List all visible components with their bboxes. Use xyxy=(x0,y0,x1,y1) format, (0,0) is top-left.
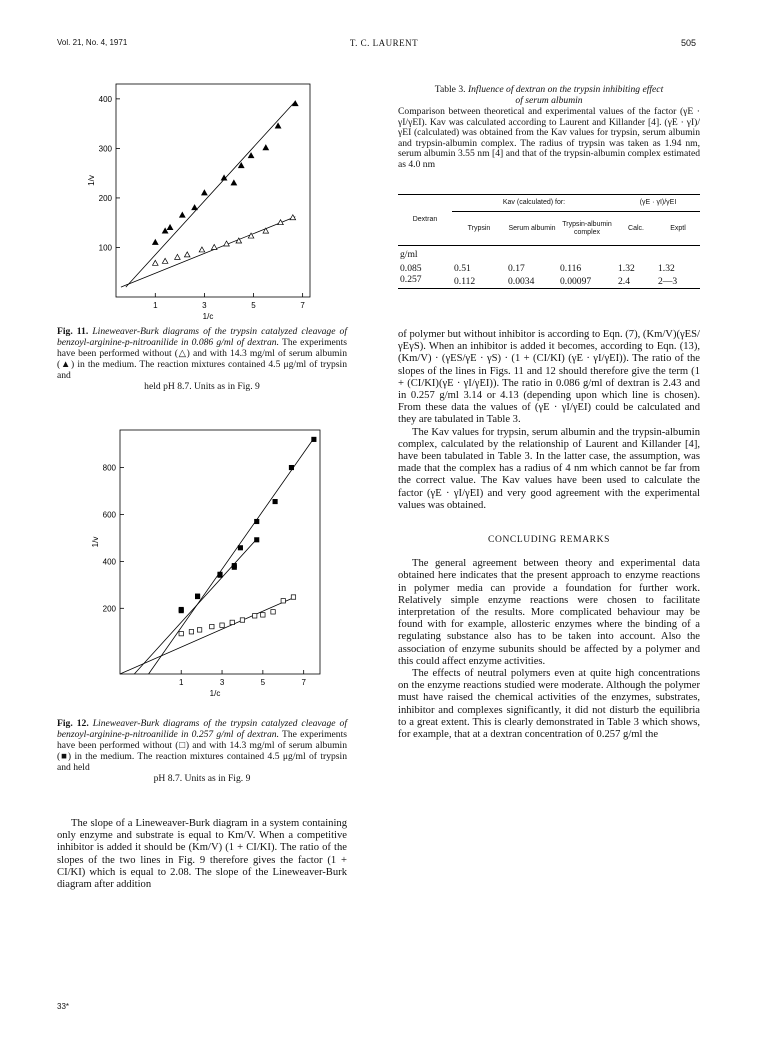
data-point-open-square xyxy=(291,595,295,599)
data-point-filled-triangle xyxy=(231,180,237,185)
data-point-open-square xyxy=(210,624,214,628)
paragraph: of polymer but without inhibitor is according to Eqn. (7), (Km/V)(γES/γEγS). When an inhibitor is added it becomes, according to Eqn. (13), (Km/V) · (γES/γE · γS) · (1 + (CI/KI) (γE · γI/γEI)). The ratio of the slopes of the lines in Figs. 11 and 12 should therefore give the term (1 + (CI/KI)(γE · γI/γEI)). The ratio in 0.086 g/ml of dextran is 2.43 and in 0.257 g/ml 3.14 or 4.13 (depending upon which line is chosen). From these data the values of (γE · γI/γEI) could be calculated and they are tabulated in Table 3. xyxy=(398,329,700,426)
table-3-head-exptl: Exptl xyxy=(656,212,700,246)
section-title: CONCLUDING REMARKS xyxy=(488,535,610,546)
x-tick-label: 3 xyxy=(219,678,225,687)
table-3-head-dextran: Dextran xyxy=(398,195,452,246)
data-point-open-square xyxy=(271,610,275,614)
data-point-open-square xyxy=(197,628,201,632)
running-head-author: T. C. LAURENT xyxy=(349,38,419,48)
data-point-filled-triangle xyxy=(192,205,198,210)
data-point-filled-square xyxy=(255,538,259,542)
running-head-volume: Vol. 21, No. 4, 1971 xyxy=(57,38,128,47)
left-column-text xyxy=(57,818,347,891)
x-axis-label: 1/c xyxy=(202,312,214,321)
regression-line xyxy=(126,101,295,287)
regression-line xyxy=(120,598,293,674)
figure-11-caption-title: Lineweaver-Burk diagrams of the trypsin catalyzed cleavage of benzoyl-arginine-p-nitroanilide in 0.086 g/ml of dextran. xyxy=(57,326,347,348)
table-3-title xyxy=(398,84,700,106)
table-cell: 2—3 xyxy=(658,275,678,287)
table-3-unit: g/ml xyxy=(400,249,418,260)
data-point-open-square xyxy=(261,613,265,617)
y-tick-label: 200 xyxy=(98,193,112,203)
y-tick-label: 400 xyxy=(102,557,116,567)
y-axis-label: 1/v xyxy=(87,175,96,186)
table-3-head-ratio: (γE · γI)/γEI xyxy=(616,195,700,212)
y-tick-label: 400 xyxy=(98,94,112,104)
data-point-filled-triangle xyxy=(238,163,244,168)
regression-line xyxy=(134,539,256,674)
data-point-filled-square xyxy=(289,465,293,469)
table-3-head-trypsin: Trypsin xyxy=(452,212,506,246)
table-3-title-line1: Influence of dextran on the trypsin inhibiting effect xyxy=(467,84,664,95)
data-point-filled-triangle xyxy=(263,145,269,150)
data-point-filled-triangle xyxy=(202,190,208,195)
page-number: 505 xyxy=(680,38,696,48)
figure-12-caption-title: Lineweaver-Burk diagrams of the trypsin catalyzed cleavage of benzoyl-arginine-p-nitroanilide in 0.257 g/ml of dextran. xyxy=(57,718,347,740)
data-point-filled-square xyxy=(218,572,222,576)
right-column-text xyxy=(398,329,700,741)
data-point-filled-triangle xyxy=(180,212,186,217)
data-point-filled-triangle xyxy=(162,228,168,233)
table-cell: 0.116 xyxy=(560,263,582,274)
y-tick-label: 600 xyxy=(102,510,116,520)
x-tick-label: 7 xyxy=(301,678,306,687)
table-cell: 2.4 xyxy=(618,275,630,287)
table-3-head-calc: Calc. xyxy=(616,212,656,246)
regression-line xyxy=(149,438,314,674)
y-tick-label: 300 xyxy=(98,144,112,154)
data-point-filled-square xyxy=(238,546,242,550)
table-cell: 1.32 xyxy=(658,263,675,274)
figure-11-caption-last: held pH 8.7. Units as in Fig. 9 xyxy=(144,381,260,392)
data-point-filled-square xyxy=(232,565,236,569)
data-point-open-square xyxy=(240,618,244,622)
table-cell: 0.00097 xyxy=(560,275,592,287)
data-point-filled-triangle xyxy=(152,240,158,245)
table-cell: 0.085 xyxy=(400,263,422,274)
table-cell: 1.32 xyxy=(618,263,635,274)
y-tick-label: 100 xyxy=(98,243,112,253)
table-cell: 0.0034 xyxy=(508,275,535,287)
x-tick-label: 1 xyxy=(178,678,184,687)
y-tick-label: 200 xyxy=(102,604,116,614)
data-point-open-triangle xyxy=(184,252,190,257)
table-3-label: Table 3. xyxy=(434,84,466,95)
data-point-filled-square xyxy=(179,608,183,612)
data-point-open-square xyxy=(179,631,183,635)
data-point-open-square xyxy=(252,614,256,618)
data-point-filled-triangle xyxy=(167,225,173,230)
x-axis-label: 1/c xyxy=(209,689,221,698)
paragraph: The effects of neutral polymers even at quite high concentrations on the enzyme reactions studied were moderate. Although the polymer must have raised the chemical activities of the enzymes, substrates, inhibitor and complexes significantly, it did not disturb the equilibria to a great extent. This is clearly demonstrated in Table 3 which shows, for example, that at a dextran concentration of 0.257 g/ml the xyxy=(398,668,700,741)
figure-12-plot xyxy=(80,428,330,698)
data-point-filled-square xyxy=(195,594,199,598)
figure-12-caption-label: Fig. 12. xyxy=(57,718,89,729)
figure-11-caption-label: Fig. 11. xyxy=(57,326,89,337)
data-point-open-triangle xyxy=(199,247,205,252)
figure-11-caption-text: The experiments have been performed without (△) and with 14.3 mg/ml of serum albumin (▲) in the medium. The reaction mixtures contained 4.5 μg/ml of trypsin and xyxy=(57,337,347,381)
x-tick-label: 3 xyxy=(202,301,207,310)
data-point-open-triangle xyxy=(162,258,168,263)
data-point-open-triangle xyxy=(175,254,181,259)
data-point-open-square xyxy=(220,623,224,627)
data-point-open-triangle xyxy=(211,244,217,249)
figure-12-caption-last: pH 8.7. Units as in Fig. 9 xyxy=(153,773,251,784)
table-3 xyxy=(398,194,700,289)
data-point-open-triangle xyxy=(152,260,158,265)
table-3-title-line2: of serum albumin xyxy=(515,95,583,106)
table-cell: 0.112 xyxy=(454,275,476,287)
regression-line xyxy=(121,217,295,287)
y-tick-label: 800 xyxy=(102,463,116,473)
x-tick-label: 5 xyxy=(251,301,256,310)
table-3-head-complex: Trypsin-albumin complex xyxy=(558,212,616,246)
data-point-open-triangle xyxy=(263,228,269,233)
figure-12 xyxy=(80,428,330,698)
table-3-description: Comparison between theoretical and experimental values of the factor (γE · γI/γEI). Kav was calculated according to Laurent and Killander [4]. (γE · γI)/γEI (calculated) was obtained from the Kav values for trypsin, serum albumin and trypsin-albumin complex. The radius of trypsin was taken as 1.94 nm, serum albumin 3.55 nm [4] and that of the trypsin-albumin complex estimated as 4.0 nm xyxy=(398,106,700,170)
data-point-filled-square xyxy=(312,437,316,441)
table-3-head-albumin: Serum albumin xyxy=(506,212,558,246)
table-cell: 0.51 xyxy=(454,263,471,274)
figure-11-caption xyxy=(57,326,347,392)
data-point-filled-triangle xyxy=(275,123,281,128)
paragraph: The slope of a Lineweaver-Burk diagram in a system containing only enzyme and substrate is equal to Km/V. When a competitive inhibitor is added it should be (Km/V) (1 + CI/KI). The ratio of the slopes of the two lines in Fig. 9 therefore gives the factor (1 + CI/KI) which is equal to 2.08. The slope of the Lineweaver-Burk diagram after addition xyxy=(57,818,347,891)
signature-mark: 33* xyxy=(57,1002,70,1011)
data-point-open-square xyxy=(189,630,193,634)
figure-12-caption xyxy=(57,718,347,784)
data-point-filled-square xyxy=(255,519,259,523)
y-axis-label: 1/v xyxy=(91,536,100,548)
table-3-head-kav: Kav (calculated) for: xyxy=(452,195,616,212)
paragraph: The general agreement between theory and experimental data obtained here indicates that the present approach to enzyme reactions in polymer media can provide a foundation for further work. Relatively simple enzyme reactions were chosen to facilitate interpretation of the results. More complicated behaviour may be found with for example, allosteric enzymes where the binding of a regulating substance also has to be taken into account. Also the association of enzyme subunits should be affected by a polymer and this could affect enzyme activities. xyxy=(398,558,700,667)
x-tick-label: 7 xyxy=(300,301,305,310)
paragraph: The Kav values for trypsin, serum albumin and the trypsin-albumin complex, calculated by the relationship of Laurent and Killander [4], have been tabulated in Table 3. In the latter case, the assumption, was made that the complex has a radius of 4 nm which cannot be far from the correct value. The Kav values have been used to calculate the factor (γE · γI/γEI) and very good agreement with the experimental values was obtained. xyxy=(398,426,700,511)
x-tick-label: 1 xyxy=(153,301,158,310)
data-point-filled-triangle xyxy=(248,153,254,158)
x-tick-label: 5 xyxy=(260,678,266,687)
data-point-filled-square xyxy=(273,499,277,503)
data-point-open-square xyxy=(230,620,234,624)
figure-11 xyxy=(80,82,320,327)
plot-frame xyxy=(116,84,310,297)
table-row xyxy=(398,263,700,274)
figure-11-plot xyxy=(80,82,320,327)
table-row xyxy=(398,274,700,289)
figure-12-caption-text: The experiments have been performed without (□) and with 14.3 mg/ml of serum albumin (■) in the medium. The reaction mixtures contained 4.5 μg/ml of trypsin and held xyxy=(57,729,347,773)
data-point-open-square xyxy=(281,599,285,603)
table-cell: 0.257 xyxy=(400,274,422,285)
table-cell: 0.17 xyxy=(508,263,525,274)
